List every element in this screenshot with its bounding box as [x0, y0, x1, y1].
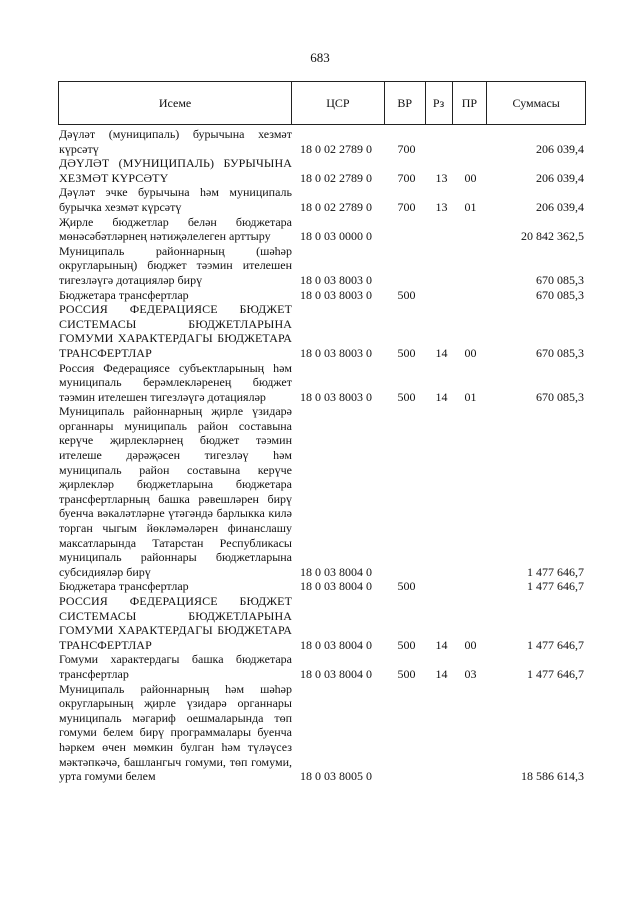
- row-rz: 13: [435, 199, 448, 214]
- header-rz: Рз: [426, 82, 453, 124]
- table-row: [58, 288, 586, 303]
- row-vr: 500: [397, 666, 416, 681]
- row-csr: 18 0 03 8003 0: [300, 272, 372, 287]
- row-rz: 14: [435, 666, 448, 681]
- row-name: Җирле бюджетлар белән бюджетара мөнәсәбәтләрнең нәтиҗәлелеген арттыру: [59, 214, 292, 244]
- row-name: Муниципаль районнарның һәм шәһәр округларының җирле үзидарә органнары муниципаль мәгариф оешмаларында төп гомуми белем бирү программалары буенча һәркем өчен мөмкин булган һәм түләүсез мәктәпкәчә, башлангыч гомуми, төп гомуми, урта гомуми белем: [59, 681, 292, 784]
- row-csr: 18 0 02 2789 0: [300, 170, 372, 185]
- table-row: [58, 682, 586, 784]
- row-rz: 13: [435, 170, 448, 185]
- row-name: Россия Федерациясе субъектларының һәм муниципаль берәмлекләренең бюджет тәэмин ителешен тигезләүгә дотацияләр: [59, 360, 292, 404]
- row-name: Дәүләт (муниципаль) бурычына хезмәт күрсәтү: [59, 127, 292, 156]
- budget-table: [58, 81, 586, 784]
- row-csr: 18 0 03 8003 0: [300, 287, 372, 302]
- row-sum: 670 085,3: [536, 389, 584, 404]
- row-sum: 1 477 646,7: [527, 666, 584, 681]
- row-sum: 1 477 646,7: [527, 637, 584, 652]
- row-pr: 03: [464, 666, 477, 681]
- header-csr: ЦСР: [292, 82, 385, 124]
- table-row: [58, 185, 586, 214]
- row-csr: 18 0 03 8004 0: [300, 579, 372, 594]
- row-csr: 18 0 02 2789 0: [300, 141, 372, 156]
- table-header: [58, 81, 586, 125]
- table-row: [58, 404, 586, 579]
- table-row: [58, 156, 586, 185]
- header-sum: Суммасы: [512, 95, 560, 110]
- row-csr: 18 0 02 2789 0: [300, 199, 372, 214]
- table-row: [58, 652, 586, 681]
- row-name: Дәүләт эчке бурычына һәм муниципаль бурычка хезмәт күрсәтү: [59, 185, 292, 214]
- table-body: [58, 127, 586, 784]
- row-sum: 206 039,4: [536, 141, 584, 156]
- row-sum: 20 842 362,5: [521, 229, 584, 244]
- row-name: Бюджетара трансфертлар: [59, 579, 189, 594]
- row-sum: 206 039,4: [536, 170, 584, 185]
- row-name: Муниципаль районнарның җирле үзидарә органнары муниципаль район составына керүче җирлекләрнең бюджет тәэмин ителеше дәрәҗәсен тигезләү һәм муниципаль район составына керүче җирлекләр бюджетларына бюджетара трансфертларның башка рәвешләрен бирү буенча вәкаләтләрне үтәгәндә барлыкка килә торган чыгым йөкләмәләрен финанслашу максатларында Татарстан Республикасы муниципаль районнары бюджетларына субсидияләр бирү: [59, 404, 292, 579]
- table-row: [58, 302, 586, 360]
- row-pr: 00: [464, 170, 477, 185]
- row-pr: 00: [464, 637, 477, 652]
- row-sum: 670 085,3: [536, 287, 584, 302]
- row-sum: 1 477 646,7: [527, 564, 584, 579]
- row-rz: 14: [435, 389, 448, 404]
- table-row: [58, 361, 586, 405]
- row-name: Муниципаль районнарның (шәһәр округларының) бюджет тәэмин ителешен тигезләүгә дотацияләр бирү: [59, 243, 292, 287]
- table-row: [58, 594, 586, 652]
- table-row: [58, 579, 586, 594]
- row-csr: 18 0 03 8004 0: [300, 564, 372, 579]
- header-vr: ВР: [385, 82, 426, 124]
- row-name: ДӘҮЛӘТ (МУНИЦИПАЛЬ) БУРЫЧЫНА ХЕЗМӘТ КҮРСӘТҮ: [59, 156, 292, 185]
- row-pr: 01: [464, 199, 477, 214]
- row-sum: 18 586 614,3: [521, 769, 584, 784]
- table-row: [58, 215, 586, 244]
- row-pr: 01: [464, 389, 477, 404]
- row-vr: 700: [397, 170, 416, 185]
- row-name: Гомуми характердагы башка бюджетара трансфертлар: [59, 652, 292, 681]
- header-pr: ПР: [453, 82, 488, 124]
- row-vr: 500: [397, 287, 416, 302]
- row-sum: 670 085,3: [536, 272, 584, 287]
- row-pr: 00: [464, 345, 477, 360]
- row-csr: 18 0 03 8005 0: [300, 769, 372, 784]
- row-rz: 14: [435, 345, 448, 360]
- row-csr: 18 0 03 8003 0: [300, 389, 372, 404]
- table-row: [58, 244, 586, 288]
- row-vr: 700: [397, 199, 416, 214]
- row-csr: 18 0 03 0000 0: [300, 229, 372, 244]
- row-name: Бюджетара трансфертлар: [59, 287, 189, 302]
- row-vr: 700: [397, 141, 416, 156]
- row-vr: 500: [397, 579, 416, 594]
- row-csr: 18 0 03 8004 0: [300, 666, 372, 681]
- row-sum: 670 085,3: [536, 345, 584, 360]
- table-row: [58, 127, 586, 156]
- row-sum: 1 477 646,7: [527, 579, 584, 594]
- row-csr: 18 0 03 8003 0: [300, 345, 372, 360]
- page-number: 683: [310, 50, 330, 65]
- row-vr: 500: [397, 389, 416, 404]
- row-sum: 206 039,4: [536, 199, 584, 214]
- row-vr: 500: [397, 637, 416, 652]
- row-rz: 14: [435, 637, 448, 652]
- header-name: Исеме: [59, 82, 292, 124]
- row-csr: 18 0 03 8004 0: [300, 637, 372, 652]
- row-name: РОССИЯ ФЕДЕРАЦИЯСЕ БЮДЖЕТ СИСТЕМАСЫ БЮДЖЕТЛАРЫНА ГОМУМИ ХАРАКТЕРДАГЫ БЮДЖЕТАРА ТРАНСФЕРТЛАР: [59, 594, 292, 652]
- row-name: РОССИЯ ФЕДЕРАЦИЯСЕ БЮДЖЕТ СИСТЕМАСЫ БЮДЖЕТЛАРЫНА ГОМУМИ ХАРАКТЕРДАГЫ БЮДЖЕТАРА ТРАНСФЕРТЛАР: [59, 302, 292, 360]
- row-vr: 500: [397, 345, 416, 360]
